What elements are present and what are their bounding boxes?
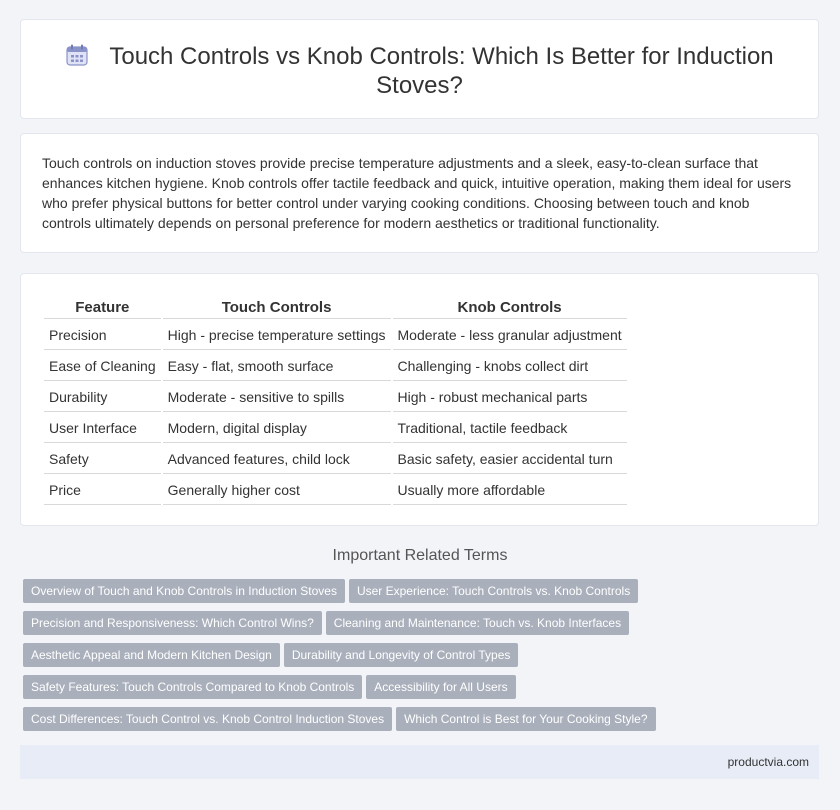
table-cell: Precision [44,321,161,350]
calendar-icon [65,43,89,67]
table-row [44,476,627,505]
table-cell: High - robust mechanical parts [393,383,627,412]
related-term-tag[interactable]: Aesthetic Appeal and Modern Kitchen Design [23,643,280,667]
column-header-feature: Feature [44,298,161,319]
intro-text: Touch controls on induction stoves provide precise temperature adjustments and a sleek, easy-to-clean surface that enhances kitchen hygiene. Knob controls offer tactile feedback and quick, intuitive operation, making them ideal for users who prefer physical buttons for better control under varying cooking conditions. Choosing between touch and knob controls ultimately depends on personal preference for modern aesthetics or traditional functionality. [42,155,792,231]
comparison-card [20,273,819,526]
column-header-knob: Knob Controls [393,298,627,319]
tag-row [23,675,663,707]
related-terms-list [23,579,663,739]
table-cell: Price [44,476,161,505]
table-row [44,383,627,412]
comparison-table [42,296,629,507]
table-row [44,352,627,381]
footer-site-link[interactable]: productvia.com [727,755,809,769]
tag-row [23,611,663,643]
related-term-tag[interactable]: Precision and Responsiveness: Which Control Wins? [23,611,322,635]
table-cell: Challenging - knobs collect dirt [393,352,627,381]
related-term-tag[interactable]: Overview of Touch and Knob Controls in Induction Stoves [23,579,345,603]
table-cell: Advanced features, child lock [163,445,391,474]
tag-row [23,707,663,739]
tag-row [23,643,663,675]
table-cell: User Interface [44,414,161,443]
page-title-wrap [61,42,778,100]
table-cell: Easy - flat, smooth surface [163,352,391,381]
related-term-tag[interactable]: Which Control is Best for Your Cooking Style? [396,707,655,731]
related-term-tag[interactable]: Durability and Longevity of Control Types [284,643,519,667]
table-cell: Durability [44,383,161,412]
table-row [44,414,627,443]
table-header-row [44,298,627,319]
table-row [44,445,627,474]
table-cell: Moderate - sensitive to spills [163,383,391,412]
table-cell: Ease of Cleaning [44,352,161,381]
table-cell: Usually more affordable [393,476,627,505]
table-cell: Traditional, tactile feedback [393,414,627,443]
table-cell: Modern, digital display [163,414,391,443]
page-title: Touch Controls vs Knob Controls: Which Is Better for Induction Stoves? [109,43,774,99]
related-term-tag[interactable]: Safety Features: Touch Controls Compared to Knob Controls [23,675,362,699]
intro-card [20,133,819,253]
table-cell: Basic safety, easier accidental turn [393,445,627,474]
table-row [44,321,627,350]
related-term-tag[interactable]: User Experience: Touch Controls vs. Knob Controls [349,579,638,603]
table-cell: Safety [44,445,161,474]
header-card [20,19,819,119]
table-cell: Generally higher cost [163,476,391,505]
tag-row [23,579,663,611]
footer [20,745,819,779]
table-cell: High - precise temperature settings [163,321,391,350]
related-terms-title: Important Related Terms [332,547,508,564]
related-term-tag[interactable]: Cleaning and Maintenance: Touch vs. Knob Interfaces [326,611,629,635]
table-cell: Moderate - less granular adjustment [393,321,627,350]
related-term-tag[interactable]: Accessibility for All Users [366,675,515,699]
related-term-tag[interactable]: Cost Differences: Touch Control vs. Knob Control Induction Stoves [23,707,392,731]
column-header-touch: Touch Controls [163,298,391,319]
